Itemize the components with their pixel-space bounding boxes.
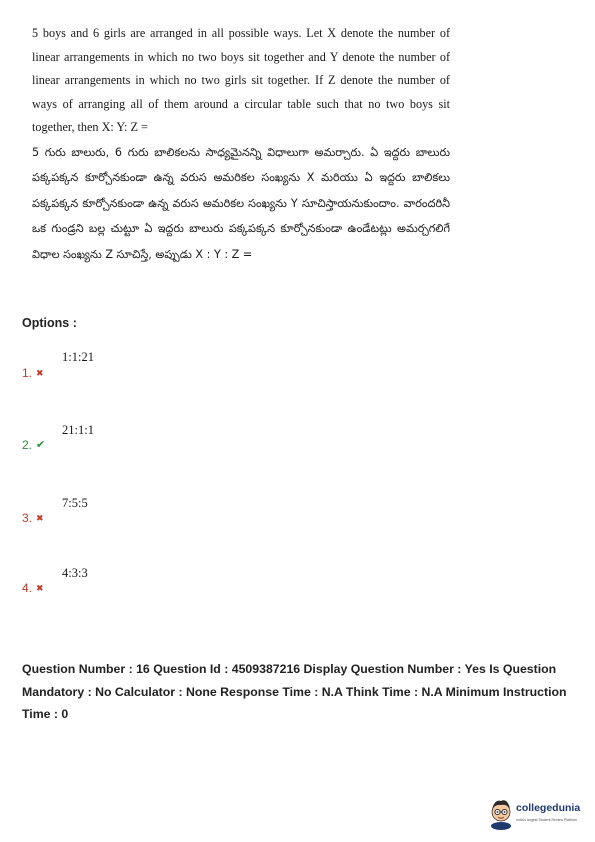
mascot-icon: [487, 796, 515, 830]
option-4-number: 4. ✖: [22, 581, 44, 595]
cross-icon: ✖: [36, 583, 44, 593]
question-block: [32, 22, 450, 267]
check-icon: ✔: [36, 439, 46, 451]
option-1-text: 1:1:21: [62, 350, 94, 364]
option-2-number: 2. ✔: [22, 438, 46, 452]
question-text-telugu: 5 గురు బాలురు, 6 గురు బాలికలను సాధ్యమైనన్ని విధాలుగా అమర్చారు. ఏ ఇద్దరు బాలురు పక్కపక్కన కూర్చోనకుండా ఉన్న వరుస అమరికల సంఖ్యను X మరియు ఏ ఇద్దరు బాలికలు పక్కపక్కన కూర్చోనకుండా ఉన్న వరుస అమరికల సంఖ్యను Y సూచిస్తాయనుకుందాం. వారందరినీ ఒక గుండ్రని బల్ల చుట్టూ ఏ ఇద్దరు బాలురు పక్కపక్కన కూర్చోనకుండా ఉండేటట్లు అమర్చగలిగే విధాల సంఖ్యను Z సూచిస్తే, అప్పుడు X : Y : Z =: [32, 145, 450, 261]
option-2-text: 21:1:1: [62, 423, 94, 437]
option-4-text: 4:3:3: [62, 566, 88, 580]
options-label: Options :: [22, 316, 77, 330]
option-3-number: 3. ✖: [22, 511, 44, 525]
logo-tagline: India's largest Student Review Platform: [516, 818, 577, 822]
option-3-text: 7:5:5: [62, 496, 88, 510]
logo-wordmark: collegedunia: [516, 802, 581, 814]
collegedunia-logo: [487, 796, 587, 830]
option-1-number: 1. ✖: [22, 366, 44, 380]
question-text-english: 5 boys and 6 girls are arranged in all possible ways. Let X denote the number of linear arrangements in which no two boys sit together and Y denote the number of linear arrangements in which no two girls sit together. If Z denote the number of ways of arranging all of them around a circular table such that no two boys sit together, then X: Y: Z =: [32, 26, 450, 134]
cross-icon: ✖: [36, 513, 44, 523]
question-metadata: Question Number : 16 Question Id : 4509387216 Display Question Number : Yes Is Question Mandatory : No Calculator : None Response Time : N.A Think Time : N.A Minimum Instruction Time : 0: [22, 662, 567, 721]
cross-icon: ✖: [36, 368, 44, 378]
